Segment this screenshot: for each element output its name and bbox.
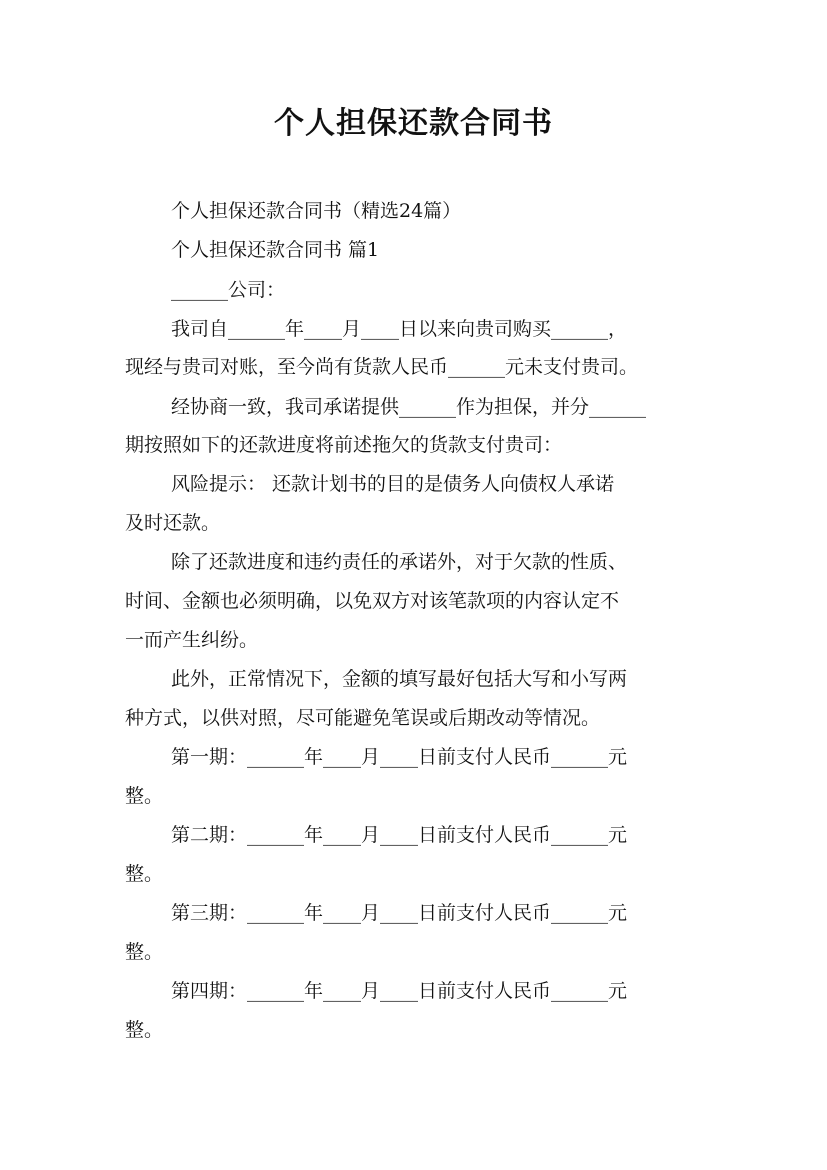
paragraph-line: 种方式，以供对照，尽可能避免笔误或后期改动等情况。	[125, 707, 601, 729]
paragraph-line: 我司自______年____月____日以来向贵司购买______，	[171, 318, 628, 340]
section-heading: 个人担保还款合同书 篇1	[171, 239, 380, 261]
installment-line: 整。	[125, 863, 164, 885]
document-title: 个人担保还款合同书	[274, 106, 553, 141]
paragraph-line: 经协商一致，我司承诺提供______作为担保，并分______	[171, 396, 647, 418]
paragraph-line: 除了还款进度和违约责任的承诺外，对于欠款的性质、	[171, 551, 628, 573]
installment-line: 第一期：______年____月____日前支付人民币______元	[171, 746, 628, 768]
installment-line: 第二期：______年____月____日前支付人民币______元	[171, 824, 628, 846]
paragraph-line: 风险提示： 还款计划书的目的是债务人向债权人承诺	[171, 473, 615, 495]
installment-line: 第四期：______年____月____日前支付人民币______元	[171, 980, 628, 1002]
paragraph-line: 及时还款。	[125, 512, 221, 534]
addressee-line: ______公司：	[171, 279, 286, 301]
paragraph-line: 时间、金额也必须明确，以免双方对该笔款项的内容认定不	[125, 590, 620, 612]
paragraph-line: 现经与贵司对账，至今尚有货款人民币______元未支付贵司。	[125, 356, 639, 378]
installment-line: 整。	[125, 785, 164, 807]
installment-line: 第三期：______年____月____日前支付人民币______元	[171, 902, 628, 924]
paragraph-line: 此外，正常情况下，金额的填写最好包括大写和小写两	[171, 668, 628, 690]
paragraph-line: 一而产生纠纷。	[125, 629, 259, 651]
installment-line: 整。	[125, 1019, 164, 1041]
subtitle-line: 个人担保还款合同书（精选24篇）	[171, 200, 462, 222]
paragraph-line: 期按照如下的还款进度将前述拖欠的货款支付贵司：	[125, 434, 563, 456]
installment-line: 整。	[125, 941, 164, 963]
